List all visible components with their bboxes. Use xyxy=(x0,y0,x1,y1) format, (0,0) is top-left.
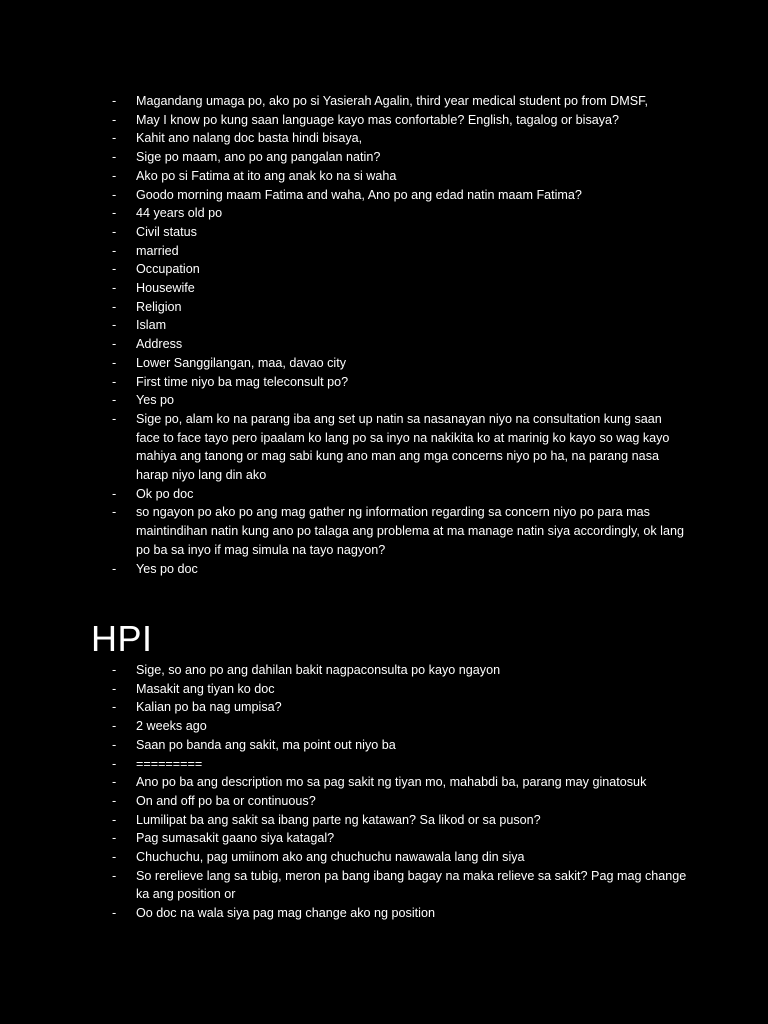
bullet-dash: - xyxy=(112,318,117,333)
list-item-text: Goodo morning maam Fatima and waha, Ano po ang edad natin maam Fatima? xyxy=(136,187,582,202)
bullet-dash: - xyxy=(112,868,117,883)
list-item-text: Oo doc na wala siya pag mag change ako ng position xyxy=(136,906,435,921)
list-item xyxy=(0,811,768,830)
list-item xyxy=(0,148,768,167)
list-item xyxy=(0,92,768,111)
list-item-text: 2 weeks ago xyxy=(136,719,207,734)
intro-dialogue-list xyxy=(0,92,768,578)
list-item-text: Occupation xyxy=(136,262,200,277)
list-item-text: Lumilipat ba ang sakit sa ibang parte ng katawan? Sa likod or sa puson? xyxy=(136,812,541,827)
list-item xyxy=(0,485,768,504)
bullet-dash: - xyxy=(112,850,117,865)
list-item xyxy=(0,736,768,755)
list-item-text: Kalian po ba nag umpisa? xyxy=(136,700,282,715)
list-item-text: So rerelieve lang sa tubig, meron pa bang ibang bagay na maka relieve sa sakit? Pag mag change ka ang position or xyxy=(136,868,687,902)
list-item xyxy=(0,129,768,148)
bullet-dash: - xyxy=(112,486,117,501)
bullet-dash: - xyxy=(112,663,117,677)
bullet-dash: - xyxy=(112,411,117,426)
list-item xyxy=(0,316,768,335)
list-item xyxy=(0,773,768,792)
bullet-dash: - xyxy=(112,243,117,258)
list-item-text: Sige po maam, ano po ang pangalan natin? xyxy=(136,150,381,165)
bullet-dash: - xyxy=(112,299,117,314)
list-item-text: Chuchuchu, pag umiinom ako ang chuchuchu nawawala lang din siya xyxy=(136,850,525,865)
list-item xyxy=(0,204,768,223)
bullet-dash: - xyxy=(112,112,117,127)
list-item-text: Civil status xyxy=(136,224,197,239)
bullet-dash: - xyxy=(112,681,117,696)
list-item-text: Saan po banda ang sakit, ma point out niyo ba xyxy=(136,737,396,752)
list-item xyxy=(0,867,768,904)
bullet-dash: - xyxy=(112,281,117,296)
bullet-dash: - xyxy=(112,168,117,183)
list-item xyxy=(0,848,768,867)
list-item-text: Yes po xyxy=(136,393,175,408)
list-item-text: Ako po si Fatima at ito ang anak ko na si waha xyxy=(136,168,397,183)
list-item-text: ========= xyxy=(136,756,203,771)
list-item-text: Masakit ang tiyan ko doc xyxy=(136,681,275,696)
bullet-dash: - xyxy=(112,756,117,771)
list-item-text: Pag sumasakit gaano siya katagal? xyxy=(136,831,335,846)
list-item-text: Yes po doc xyxy=(136,561,198,576)
list-item-text: Address xyxy=(136,337,183,352)
bullet-dash: - xyxy=(112,393,117,408)
hpi-dialogue-list xyxy=(0,661,768,923)
bullet-dash: - xyxy=(112,150,117,165)
bullet-dash: - xyxy=(112,700,117,715)
list-item-text: Housewife xyxy=(136,281,195,296)
list-item xyxy=(0,354,768,373)
list-item-text: Lower Sanggilangan, maa, davao city xyxy=(136,355,347,370)
list-item-text: Sige po, alam ko na parang iba ang set up natin sa nasanayan niyo na consultation kung saan face to face tayo pero ipaalam ko lang po sa inyo na nakikita ko at marinig ko kayo so wag kayo mahiya ang tanong or mag sabi kung ano man ang mga concerns niyo po ha, na parang nasa harap niyo lang din ako xyxy=(136,411,670,483)
list-item xyxy=(0,829,768,848)
bullet-dash: - xyxy=(112,262,117,277)
list-item xyxy=(0,186,768,205)
list-item xyxy=(0,661,768,680)
bullet-dash: - xyxy=(112,719,117,734)
list-item-text: First time niyo ba mag teleconsult po? xyxy=(136,374,349,389)
list-item-text: so ngayon po ako po ang mag gather ng information regarding sa concern niyo po para mas maintindihan natin kung ano po talaga ang problema at ma manage natin siya accordingly, ok lang po ba sa inyo if mag simula na tayo nagyon? xyxy=(136,505,684,557)
list-item-text: May I know po kung saan language kayo mas confortable? English, tagalog or bisaya? xyxy=(136,112,620,127)
list-item xyxy=(0,279,768,298)
list-item-text: Kahit ano nalang doc basta hindi bisaya, xyxy=(136,131,363,146)
bullet-dash: - xyxy=(112,337,117,352)
list-item-text: Religion xyxy=(136,299,182,314)
list-item xyxy=(0,717,768,736)
list-item xyxy=(0,560,768,579)
list-item xyxy=(0,167,768,186)
list-item-text: On and off po ba or continuous? xyxy=(136,793,316,808)
bullet-dash: - xyxy=(112,505,117,520)
bullet-dash: - xyxy=(112,355,117,370)
list-item-text: Islam xyxy=(136,318,167,333)
bullet-dash: - xyxy=(112,737,117,752)
list-item xyxy=(0,792,768,811)
bullet-dash: - xyxy=(112,224,117,239)
list-item xyxy=(0,755,768,774)
list-item xyxy=(0,391,768,410)
list-item-text: Ok po doc xyxy=(136,486,194,501)
list-item xyxy=(0,373,768,392)
bullet-dash: - xyxy=(112,775,117,790)
bullet-dash: - xyxy=(112,906,117,921)
list-item-text: married xyxy=(136,243,179,258)
bullet-dash: - xyxy=(112,131,117,146)
list-item xyxy=(0,298,768,317)
list-item-text: Sige, so ano po ang dahilan bakit nagpaconsulta po kayo ngayon xyxy=(136,663,501,677)
list-item xyxy=(0,335,768,354)
list-item-text: Magandang umaga po, ako po si Yasierah Agalin, third year medical student po from DMSF, xyxy=(136,94,648,108)
hpi-heading: HPI xyxy=(91,618,153,659)
list-item xyxy=(0,904,768,923)
list-item-text: 44 years old po xyxy=(136,206,223,221)
list-item xyxy=(0,410,768,485)
list-item xyxy=(0,111,768,130)
bullet-dash: - xyxy=(112,374,117,389)
list-item xyxy=(0,503,768,559)
list-item xyxy=(0,260,768,279)
bullet-dash: - xyxy=(112,206,117,221)
list-item xyxy=(0,223,768,242)
bullet-dash: - xyxy=(112,561,117,576)
list-item-text: Ano po ba ang description mo sa pag sakit ng tiyan mo, mahabdi ba, parang may ginatosuk xyxy=(136,775,647,790)
bullet-dash: - xyxy=(112,793,117,808)
list-item xyxy=(0,680,768,699)
list-item xyxy=(0,242,768,261)
bullet-dash: - xyxy=(112,94,117,108)
bullet-dash: - xyxy=(112,812,117,827)
bullet-dash: - xyxy=(112,187,117,202)
bullet-dash: - xyxy=(112,831,117,846)
list-item xyxy=(0,698,768,717)
